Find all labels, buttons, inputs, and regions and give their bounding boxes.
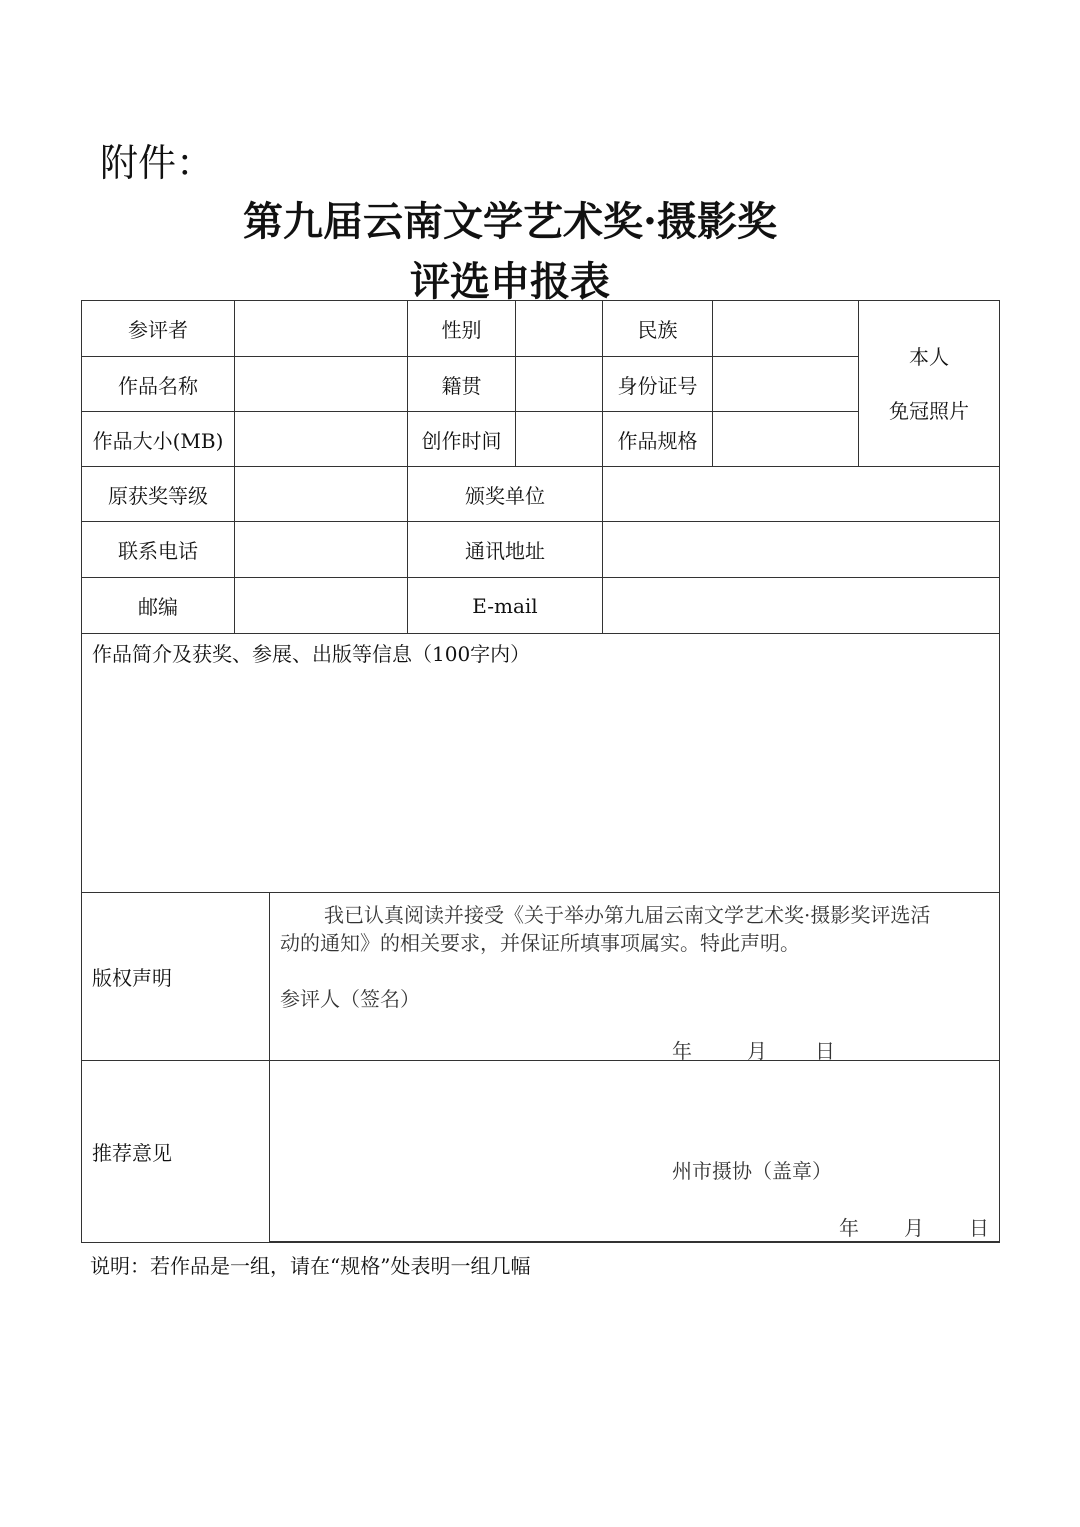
work-size-field[interactable] — [235, 412, 408, 467]
intro-field[interactable] — [82, 634, 999, 893]
label-intro: 作品简介及获奖、参展、出版等信息（100字内） — [92, 642, 531, 666]
prior-award-field[interactable] — [235, 467, 408, 522]
work-name-field[interactable] — [235, 357, 408, 412]
label-phone: 联系电话 — [82, 522, 235, 578]
postcode-field[interactable] — [235, 578, 408, 634]
copyright-text-line2: 动的通知》的相关要求，并保证所填事项属实。特此声明。 — [280, 931, 800, 955]
label-native-place: 籍贯 — [408, 357, 516, 412]
label-participant: 参评者 — [82, 301, 235, 357]
recommend-area[interactable] — [270, 1061, 999, 1242]
recommend-day-label: 日 — [969, 1216, 989, 1240]
label-ethnicity: 民族 — [603, 301, 713, 357]
photo-label-line1: 本人 — [909, 344, 949, 369]
copyright-month-label: 月 — [747, 1039, 767, 1063]
label-work-spec: 作品规格 — [603, 412, 713, 467]
recommend-month-label: 月 — [904, 1216, 924, 1240]
photo-box[interactable] — [859, 301, 999, 467]
award-org-field[interactable] — [603, 467, 999, 522]
application-form-table — [81, 300, 1000, 1243]
label-id-number: 身份证号 — [603, 357, 713, 412]
recommend-year-label: 年 — [839, 1216, 859, 1240]
footer-note: 说明：若作品是一组，请在“规格”处表明一组几幅 — [90, 1254, 531, 1278]
label-creation-time: 创作时间 — [408, 412, 516, 467]
work-spec-field[interactable] — [713, 412, 859, 467]
label-address: 通讯地址 — [408, 522, 603, 578]
address-field[interactable] — [603, 522, 999, 578]
label-prior-award: 原获奖等级 — [82, 467, 235, 522]
signature-label: 参评人（签名） — [280, 987, 420, 1011]
copyright-day-label: 日 — [815, 1039, 835, 1063]
gender-field[interactable] — [516, 301, 603, 357]
form-title-line1: 第九届云南文学艺术奖·摄影奖 — [243, 198, 777, 245]
native-place-field[interactable] — [516, 357, 603, 412]
attachment-label: 附件： — [100, 141, 215, 185]
label-work-size: 作品大小(MB) — [82, 412, 235, 467]
creation-time-field[interactable] — [516, 412, 603, 467]
label-copyright: 版权声明 — [82, 893, 270, 1061]
email-field[interactable] — [603, 578, 999, 634]
label-recommend: 推荐意见 — [82, 1061, 270, 1242]
copyright-statement-area[interactable] — [270, 893, 999, 1061]
participant-field[interactable] — [235, 301, 408, 357]
label-gender: 性别 — [408, 301, 516, 357]
label-postcode: 邮编 — [82, 578, 235, 634]
photo-label-line2: 免冠照片 — [889, 398, 969, 423]
id-number-field[interactable] — [713, 357, 859, 412]
label-award-org: 颁奖单位 — [408, 467, 603, 522]
copyright-text-line1: 我已认真阅读并接受《关于举办第九届云南文学艺术奖·摄影奖评选活 — [324, 903, 931, 927]
ethnicity-field[interactable] — [713, 301, 859, 357]
stamp-label: 州市摄协（盖章） — [672, 1159, 832, 1183]
label-work-name: 作品名称 — [82, 357, 235, 412]
copyright-year-label: 年 — [672, 1039, 692, 1063]
label-email: E-mail — [408, 578, 603, 634]
form-title-line2: 评选申报表 — [410, 258, 610, 305]
phone-field[interactable] — [235, 522, 408, 578]
